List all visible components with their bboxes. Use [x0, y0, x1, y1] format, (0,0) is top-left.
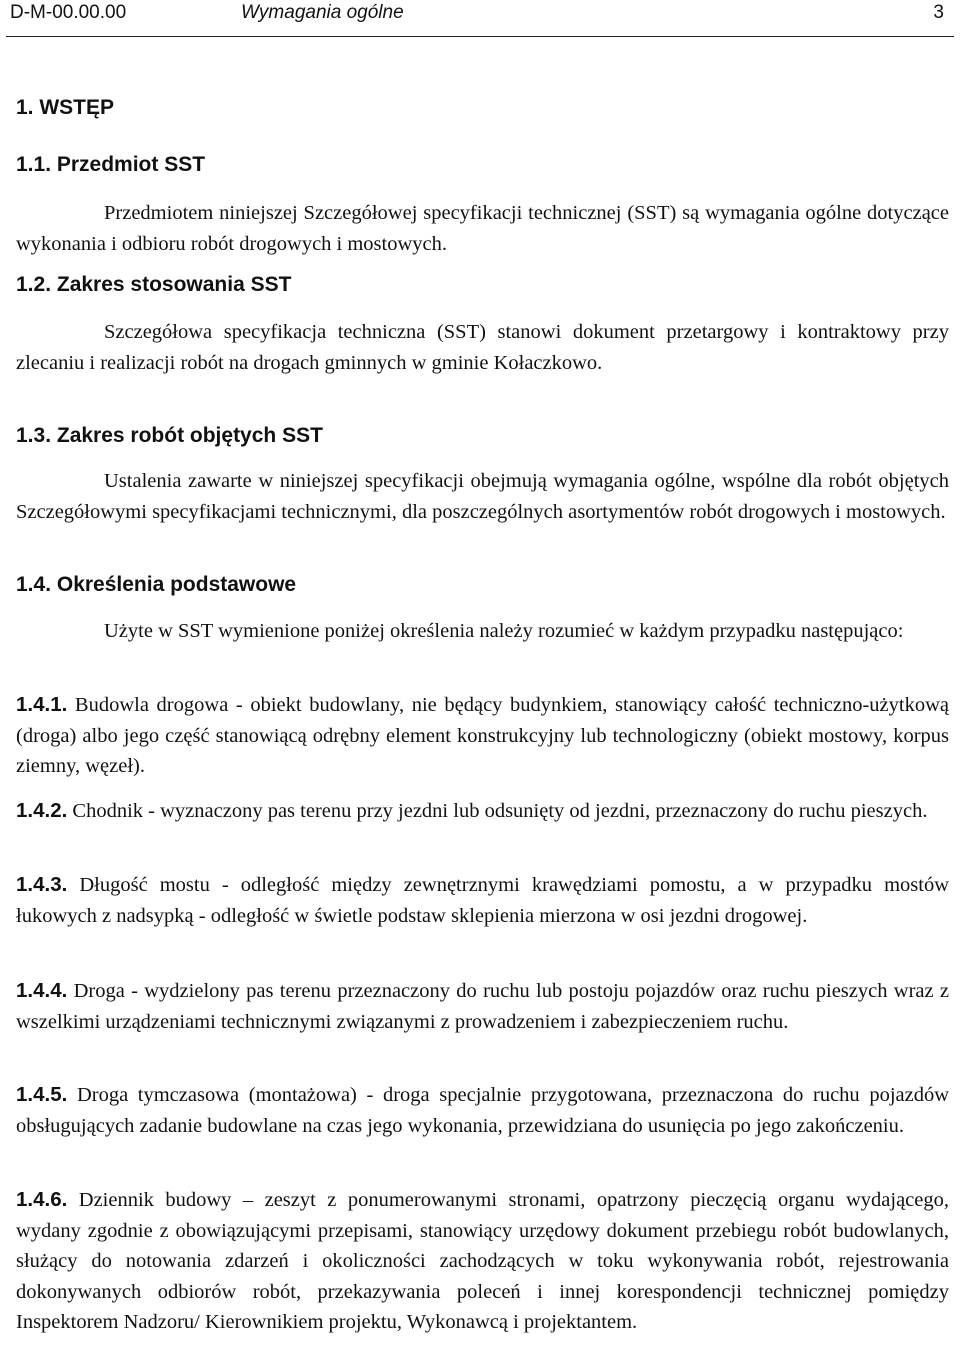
heading-zakres-robot: 1.3. Zakres robót objętych SST [16, 424, 323, 447]
page-number: 3 [933, 2, 944, 23]
definition-item [16, 796, 949, 827]
heading-zakres-stosowania: 1.2. Zakres stosowania SST [16, 273, 292, 296]
heading-okreslenia-podstawowe: 1.4. Określenia podstawowe [16, 573, 297, 596]
definition-item [16, 1080, 949, 1141]
paragraph-przedmiot-sst [16, 198, 949, 259]
definition-number: 1.4.6. [16, 1188, 68, 1211]
definition-text: Droga - wydzielony pas terenu przeznaczony do ruchu lub postoju pojazdów oraz ruchu pieszych wraz z wszelkimi urządzeniami technicznymi związanymi z prowadzeniem i zabezpieczeniem ruchu. [16, 980, 949, 1033]
definition-text: Budowla drogowa - obiekt budowlany, nie będący budynkiem, stanowiący całość techniczno-użytkową (droga) albo jego część stanowiącą odrębny element konstrukcyjny lub technologiczny (obiekt mostowy, korpus ziemny, węzeł). [16, 694, 950, 777]
paragraph-zakres-robot [16, 466, 949, 527]
definition-number: 1.4.5. [16, 1083, 68, 1106]
paragraph-text: Przedmiotem niniejszej Szczegółowej specyfikacji technicznej (SST) są wymagania ogólne dotyczące wykonania i odbioru robót drogowych i mostowych. [16, 202, 949, 255]
definition-number: 1.4.4. [16, 979, 68, 1002]
definition-text: Dziennik budowy – zeszyt z ponumerowanymi stronami, opatrzony pieczęcią organu wydającego, wydany zgodnie z obowiązującymi przepisami, stanowiący urzędowy dokument przebiegu robót budowlanych, służący do notowania zdarzeń i okoliczności zachodzących w toku wykonywania robót, rejestrowania dokonywanych odbiorów robót, przekazywania poleceń i innej korespondencji technicznej pomiędzy Inspektorem Nadzoru/ Kierownikiem projektu, Wykonawcą i projektantem. [16, 1189, 950, 1333]
paragraph-zakres-stosowania [16, 317, 949, 378]
definition-item [16, 1185, 949, 1338]
paragraph-text: Użyte w SST wymienione poniżej określenia należy rozumieć w każdym przypadku następująco: [104, 620, 904, 642]
definition-item [16, 690, 949, 782]
definition-item [16, 976, 949, 1037]
heading-wstep: 1. WSTĘP [16, 96, 115, 119]
definition-number: 1.4.3. [16, 873, 68, 896]
paragraph-text: Ustalenia zawarte w niniejszej specyfikacji obejmują wymagania ogólne, wspólne dla robót objętych Szczegółowymi specyfikacjami technicznymi, dla poszczególnych asortymentów robót drogowych i mostowych. [16, 470, 949, 523]
document-title: Wymagania ogólne [241, 2, 404, 23]
running-header [6, 0, 954, 37]
definition-text: Długość mostu - odległość między zewnętrznymi krawędziami pomostu, a w przypadku mostów łukowych z nadsypką - odległość w świetle podstaw sklepienia mierzona w osi jezdni drogowej. [16, 874, 950, 927]
definition-number: 1.4.1. [16, 693, 68, 716]
definition-text: Chodnik - wyznaczony pas terenu przy jezdni lub odsunięty od jezdni, przeznaczony do ruchu pieszych. [72, 800, 928, 822]
definition-number: 1.4.2. [16, 799, 68, 822]
definition-item [16, 870, 949, 931]
paragraph-okreslenia-intro [16, 616, 949, 647]
heading-przedmiot-sst: 1.1. Przedmiot SST [16, 153, 206, 176]
paragraph-text: Szczegółowa specyfikacja techniczna (SST) stanowi dokument przetargowy i kontraktowy przy zlecaniu i realizacji robót na drogach gminnych w gminie Kołaczkowo. [16, 321, 949, 374]
document-code: D-M-00.00.00 [10, 2, 127, 23]
definition-text: Droga tymczasowa (montażowa) - droga specjalnie przygotowana, przeznaczona do ruchu pojazdów obsługujących zadanie budowlane na czas jego wykonania, przewidziana do usunięcia po jego zakończeniu. [16, 1084, 950, 1137]
